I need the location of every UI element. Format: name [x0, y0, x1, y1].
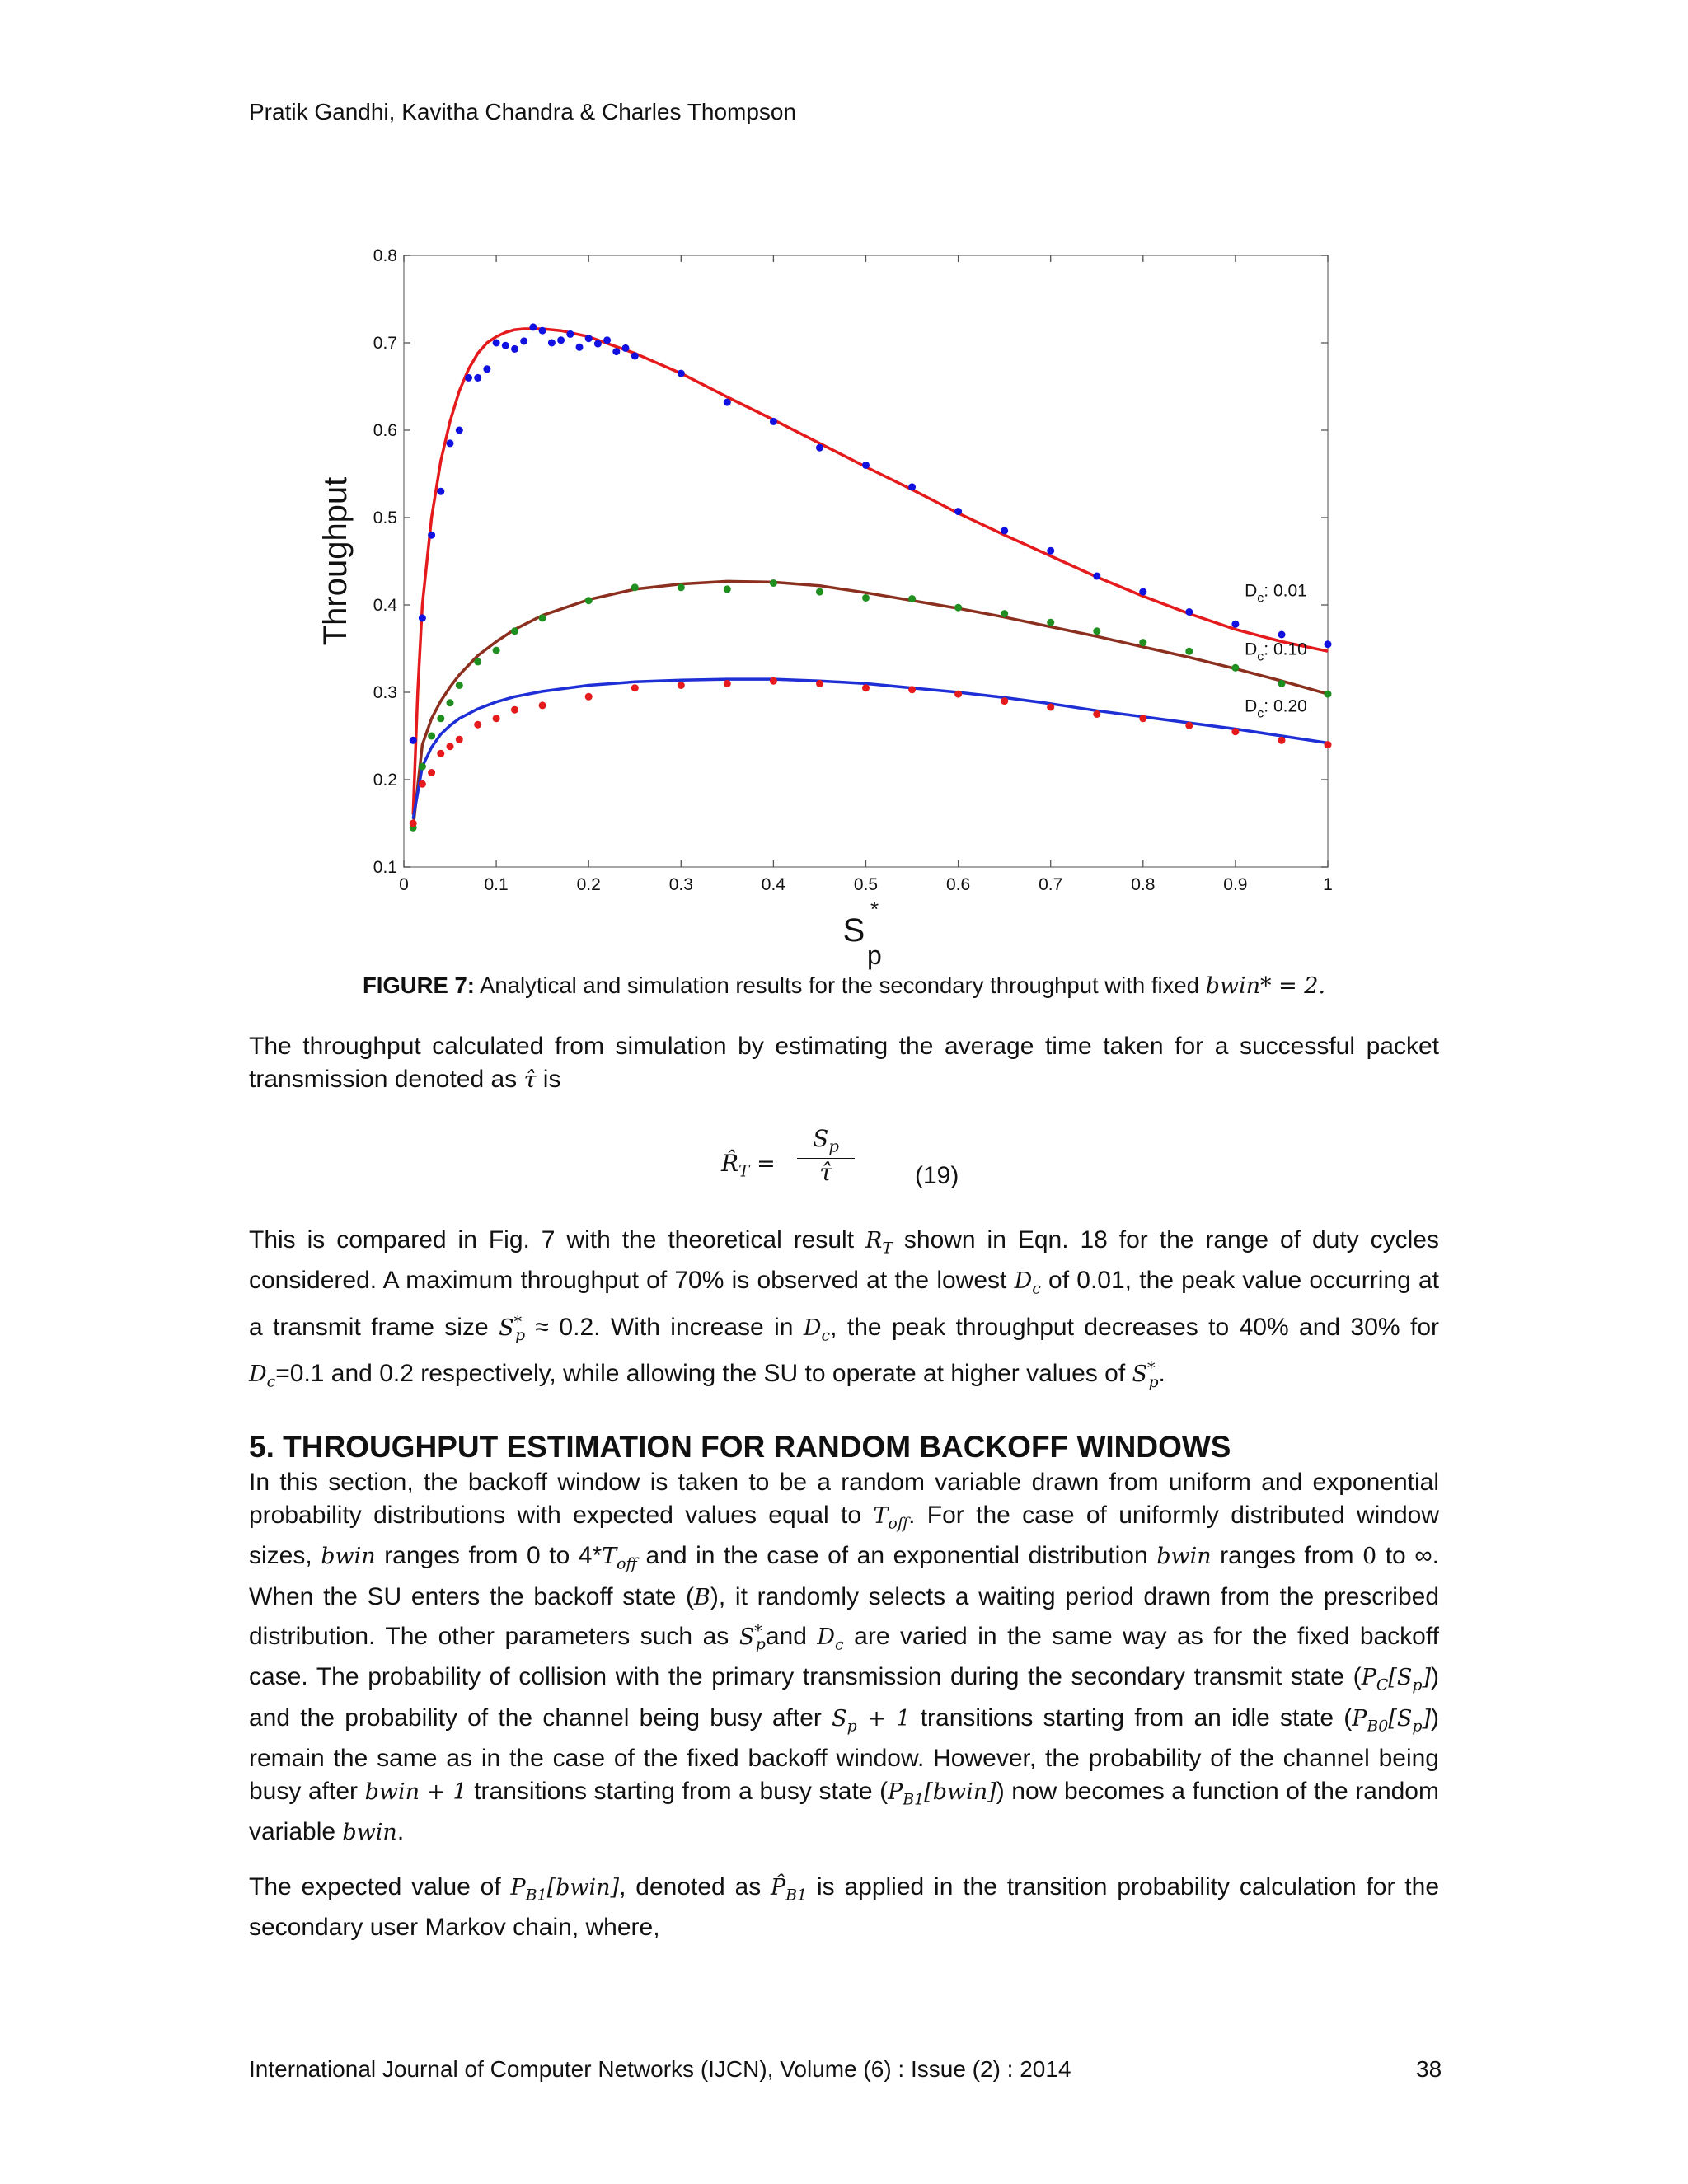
simulation-point: [862, 462, 870, 469]
simulation-point: [1185, 722, 1193, 729]
simulation-point: [539, 614, 546, 621]
eq-denominator: τ̂: [819, 1158, 832, 1186]
journal-footer: International Journal of Computer Networks (IJCN), Volume (6) : Issue (2) : 2014: [249, 2056, 1071, 2082]
simulation-point: [908, 595, 916, 602]
simulation-point: [724, 585, 731, 593]
simulation-point: [1278, 631, 1286, 639]
simulation-point: [1001, 697, 1008, 705]
simulation-point: [520, 337, 528, 344]
simulation-point: [1278, 737, 1286, 744]
y-tick-label: 0.8: [373, 246, 397, 265]
simulation-point: [770, 579, 777, 587]
simulation-point: [410, 820, 417, 827]
simulation-point: [447, 699, 454, 706]
simulation-point: [585, 693, 593, 701]
x-tick-label: 0.7: [1039, 875, 1063, 894]
simulation-point: [456, 427, 463, 434]
paragraph-1: [249, 1030, 1439, 1097]
analytical-curve: [413, 581, 1328, 827]
simulation-point: [1093, 573, 1100, 580]
simulation-point: [954, 604, 962, 612]
simulation-point: [770, 418, 777, 425]
simulation-point: [502, 342, 509, 349]
simulation-point: [678, 682, 685, 689]
y-tick-label: 0.3: [373, 683, 397, 702]
simulation-point: [1325, 640, 1332, 648]
simulation-point: [474, 721, 481, 729]
y-tick-label: 0.5: [373, 509, 397, 527]
simulation-point: [631, 684, 639, 691]
simulation-point: [1047, 547, 1054, 555]
running-header: Pratik Gandhi, Kavitha Chandra & Charles Thompson: [249, 99, 797, 124]
simulation-point: [557, 336, 565, 344]
equation-19: $R̂_T$ = $S_p$ τ̂: [721, 1125, 985, 1216]
simulation-point: [465, 374, 472, 382]
caption-label: FIGURE 7:: [362, 972, 475, 998]
p1-text: The throughput calculated from simulation by estimating the average time taken for a successful packet transmission denoted as: [249, 1033, 1439, 1093]
simulation-point: [678, 583, 685, 591]
eq-numerator: S: [813, 1125, 829, 1152]
simulation-point: [862, 594, 870, 602]
simulation-point: [437, 488, 444, 495]
duty-cycle-label: $D_c$: 0.20: [1245, 696, 1307, 721]
simulation-point: [410, 737, 417, 744]
simulation-point: [428, 733, 435, 740]
simulation-point: [419, 763, 426, 771]
y-tick-label: 0.1: [373, 858, 397, 877]
simulation-point: [493, 647, 500, 654]
simulation-point: [1325, 741, 1332, 748]
simulation-point: [724, 399, 731, 406]
x-tick-label: 0.8: [1131, 875, 1156, 894]
simulation-point: [954, 691, 962, 698]
y-tick-label: 0.6: [373, 421, 397, 440]
simulation-point: [631, 583, 639, 591]
simulation-point: [456, 682, 463, 689]
simulation-point: [862, 684, 870, 691]
simulation-point: [419, 780, 426, 788]
x-tick-label: 0.4: [761, 875, 786, 894]
simulation-point: [511, 345, 518, 353]
simulation-point: [566, 330, 574, 338]
simulation-point: [1231, 664, 1239, 672]
simulation-point: [954, 508, 962, 515]
x-axis-label-sup: *: [870, 897, 879, 921]
plot-frame: [404, 255, 1328, 867]
page-number: 38: [1416, 2056, 1442, 2082]
p1-tau: τ̂: [523, 1067, 537, 1093]
figure-caption: [0, 972, 1688, 999]
paragraph-4: The expected value of $P_{B1}[bwin]$, denoted as $P̂_{B1}$ is applied in the transition probability calculation for the secondary user Markov chain, where,: [249, 1873, 1439, 1942]
simulation-point: [1047, 619, 1054, 626]
simulation-point: [529, 323, 537, 330]
simulation-point: [539, 327, 546, 335]
simulation-point: [511, 706, 518, 714]
simulation-point: [548, 340, 556, 347]
simulation-point: [1139, 588, 1146, 596]
caption-math: bwin* = 2.: [1205, 973, 1326, 999]
paragraph-2: This is compared in Fig. 7 with the theoretical result $R_T$ shown in Eqn. 18 for the range of duty cycles considered. A maximum throughput of 70% is observed at the lowest $D_c$ of 0.01, the peak value occurring at a transmit frame size $S^*_p \approx 0.2$. With increase in $D_c$, the peak throughput decreases to 40% and 30% for $D_c=0.1$ and 0.2 respectively, while allowing the SU to operate at higher values of $S^*_p$.: [249, 1226, 1439, 1391]
x-tick-label: 0.1: [484, 875, 509, 894]
simulation-point: [576, 344, 584, 351]
analytical-curve: [413, 679, 1328, 819]
simulation-point: [908, 686, 916, 693]
section-heading: 5. THROUGHPUT ESTIMATION FOR RANDOM BACKOFF WINDOWS: [249, 1430, 1231, 1464]
x-tick-label: 0.2: [576, 875, 601, 894]
simulation-point: [612, 348, 620, 355]
simulation-point: [1185, 648, 1193, 655]
x-tick-label: 1: [1323, 875, 1333, 894]
duty-cycle-label: $D_c$: 0.10: [1245, 640, 1307, 664]
simulation-point: [437, 750, 444, 757]
simulation-point: [816, 444, 823, 452]
simulation-point: [585, 597, 593, 604]
simulation-point: [539, 701, 546, 709]
caption-text: Analytical and simulation results for the secondary throughput with fixed: [480, 972, 1206, 998]
simulation-point: [447, 439, 454, 447]
simulation-point: [631, 352, 639, 359]
simulation-point: [474, 374, 481, 382]
x-tick-label: 0.3: [668, 875, 693, 894]
simulation-point: [770, 677, 777, 685]
simulation-point: [428, 532, 435, 539]
simulation-point: [1325, 691, 1332, 698]
eq-lhs-sub: T: [738, 1161, 750, 1181]
x-axis-label: S: [842, 912, 865, 949]
analytical-curve: [413, 329, 1328, 814]
simulation-point: [1093, 710, 1100, 718]
y-tick-label: 0.2: [373, 771, 397, 790]
duty-cycle-label: $D_c$: 0.01: [1245, 581, 1307, 606]
simulation-point: [1278, 680, 1286, 687]
simulation-point: [1139, 715, 1146, 722]
x-axis-label-sub: p: [867, 940, 882, 970]
simulation-point: [493, 340, 500, 347]
simulation-point: [622, 344, 630, 352]
x-tick-label: 0.5: [853, 875, 879, 894]
x-tick-label: 0.9: [1223, 875, 1248, 894]
simulation-point: [437, 715, 444, 722]
x-tick-label: 0.6: [945, 875, 971, 894]
simulation-point: [603, 336, 611, 344]
y-axis-label: Throughput: [317, 476, 354, 646]
simulation-point: [724, 680, 731, 687]
simulation-point: [428, 769, 435, 776]
y-tick-label: 0.7: [373, 334, 397, 353]
simulation-point: [908, 483, 916, 490]
simulation-point: [1093, 627, 1100, 635]
simulation-point: [1185, 608, 1193, 616]
simulation-point: [447, 743, 454, 750]
simulation-point: [1231, 621, 1239, 628]
simulation-point: [419, 614, 426, 621]
simulation-point: [493, 715, 500, 722]
simulation-point: [456, 736, 463, 743]
simulation-point: [1001, 610, 1008, 617]
simulation-point: [1047, 704, 1054, 711]
eq-lhs: R̂: [721, 1150, 739, 1177]
simulation-point: [483, 365, 490, 373]
simulation-point: [816, 680, 823, 687]
simulation-point: [816, 588, 823, 596]
x-tick-label: 0: [399, 875, 409, 894]
simulation-point: [594, 340, 602, 348]
p1-end: is: [536, 1066, 561, 1093]
simulation-point: [1231, 728, 1239, 735]
y-tick-label: 0.4: [373, 596, 397, 615]
equation-number: (19): [915, 1162, 959, 1189]
eq-numerator-sub: p: [828, 1137, 839, 1156]
paragraph-3: In this section, the backoff window is taken to be a random variable drawn from uniform and exponential probability distributions with expected values equal to $T_{off}$. For the case of uniformly distributed window sizes, bwin ranges from 0 to $4*T_{off}$ and in the case of an exponential distribution bwin ranges from 0 to ∞. When the SU enters the backoff state (B), it randomly selects a waiting period drawn from the prescribed distribution. The other parameters such as $S^*_pand$ $D_c$ are varied in the same way as for the fixed backoff case. The probability of collision with the primary transmission during the secondary transmit state $(P_C[S_p])$ and the probability of the channel being busy after $S_p + 1$ transitions starting from an idle state $(P_{B0}[S_p])$ remain the same as in the case of the fixed backoff window. However, the probability of the channel being busy after bwin + 1 transitions starting from a busy state $(P_{B1}[bwin])$ now becomes a function of the random variable bwin.: [249, 1469, 1440, 1846]
simulation-point: [585, 335, 593, 342]
simulation-point: [678, 370, 685, 377]
simulation-point: [511, 627, 518, 635]
simulation-point: [474, 658, 481, 665]
simulation-point: [1001, 527, 1008, 534]
simulation-point: [1139, 639, 1146, 646]
throughput-chart: [297, 231, 1393, 972]
